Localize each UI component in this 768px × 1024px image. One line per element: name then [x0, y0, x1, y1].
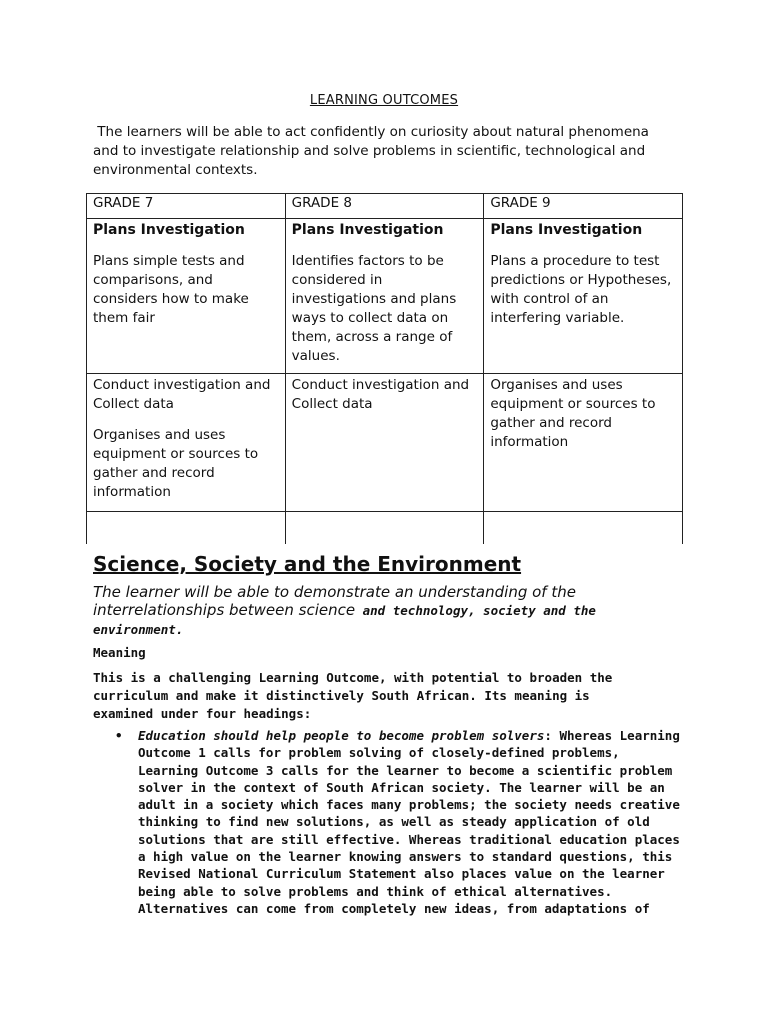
table-cell [285, 219, 484, 374]
meaning-paragraph: This is a challenging Learning Outcome, with potential to broaden the curriculum and make it distinctively South African. Its meaning is examined under four headings: [93, 670, 613, 721]
cell-text-secondary: Organises and uses equipment or sources to gather and record information [93, 427, 259, 500]
cell-text: Plans a procedure to test predictions or Hypotheses, with control of an interfering variable. [490, 253, 672, 326]
bullet-lead: Education should help people to become problem solvers [138, 728, 545, 743]
section-heading: Science, Society and the Environment [93, 552, 522, 576]
intro-text: The learners will be able to act confidently on curiosity about natural phenomena and to investigate relationship and solve problems in scientific, technological and environmental contexts. [93, 124, 649, 178]
bullet-icon: • [115, 728, 123, 743]
intro-paragraph [93, 123, 653, 180]
table-header-row [87, 194, 683, 219]
cell-heading: Plans Investigation [490, 222, 643, 238]
table-row-plans [87, 219, 683, 374]
lead-tail: and technology, society and the environment. [93, 603, 596, 637]
list-item [93, 727, 683, 917]
table-cell-empty [285, 512, 484, 545]
table-cell-empty [484, 512, 683, 545]
lead-main: The learner will be able to demonstrate an understanding of the interrelationships between science [93, 583, 576, 619]
cell-text: Plans simple tests and comparisons, and considers how to make them fair [93, 253, 249, 326]
lead-statement [93, 583, 673, 639]
meaning-label: Meaning [93, 645, 146, 660]
cell-heading: Plans Investigation [291, 222, 444, 238]
header-grade-7: GRADE 7 [87, 194, 286, 219]
header-grade-9: GRADE 9 [484, 194, 683, 219]
table-cell [87, 219, 286, 374]
cell-text: Organises and uses equipment or sources to gather and record information [490, 377, 656, 450]
cell-text: Identifies factors to be considered in investigations and plans ways to collect data on them, across a range of values. [291, 253, 457, 364]
headings-list [93, 727, 683, 917]
learning-outcomes-table [86, 193, 683, 544]
table-cell [484, 374, 683, 512]
table-cell [484, 219, 683, 374]
cell-text: Conduct investigation and Collect data [93, 377, 271, 412]
header-grade-8: GRADE 8 [285, 194, 484, 219]
table-cell [285, 374, 484, 512]
cell-text: Conduct investigation and Collect data [291, 377, 470, 412]
table-row-empty [87, 512, 683, 545]
bullet-text: : Whereas Learning Outcome 1 calls for problem solving of closely-defined problems, Learning Outcome 3 calls for the learner to become a scientific problem solver in the context of South African society. The learner will be an adult in a society which faces many problems; the society needs creative thinking to find new solutions, as well as steady application of old solutions that are still effective. Whereas traditional education places a high value on the learner knowing answers to standard questions, this Revised National Curriculum Statement also places value on the learner being able to solve problems and think of ethical alternatives. Alternatives can come from completely new ideas, from adaptations of [138, 728, 680, 916]
cell-heading: Plans Investigation [93, 222, 245, 238]
table-cell [87, 374, 286, 512]
table-row-conduct [87, 374, 683, 512]
page-title: LEARNING OUTCOMES [309, 93, 459, 108]
table-cell-empty [87, 512, 286, 545]
